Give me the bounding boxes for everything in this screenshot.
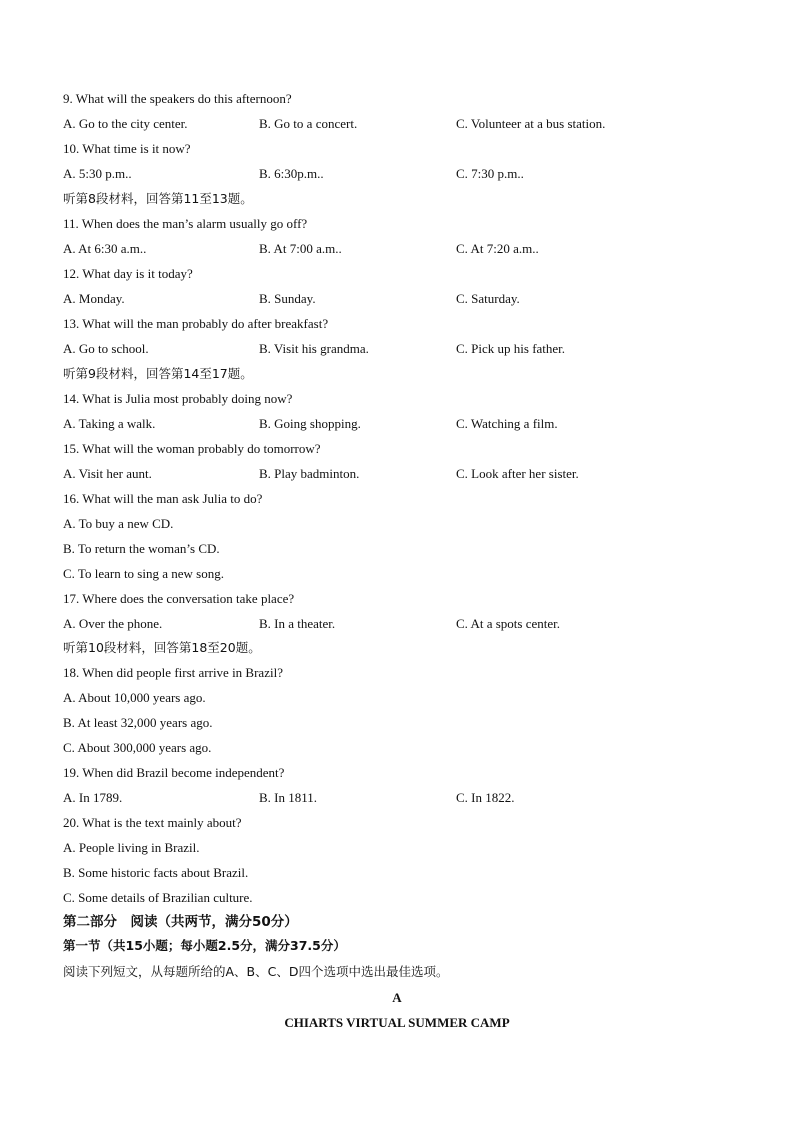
option-b: B. At 7:00 a.m.. (259, 241, 342, 256)
option-a: A. Over the phone. (63, 616, 163, 631)
option-a: A. Go to school. (63, 341, 149, 356)
option-b: B. Go to a concert. (259, 116, 358, 131)
options-19 (63, 788, 743, 808)
options-15 (63, 464, 743, 484)
question-12: 12. What day is it today? (63, 266, 193, 281)
section-heading-8: 听第8段材料，回答第11至13题。 (63, 191, 253, 206)
option-b: B. To return the woman’s CD. (63, 541, 220, 556)
option-c: C. Watching a film. (456, 416, 558, 431)
option-b: B. Play badminton. (259, 466, 360, 481)
option-b: B. 6:30p.m.. (259, 166, 324, 181)
options-11 (63, 239, 743, 259)
option-a: A. 5:30 p.m.. (63, 166, 132, 181)
options-9 (63, 114, 743, 134)
option-b: B. In a theater. (259, 616, 336, 631)
question-13: 13. What will the man probably do after breakfast? (63, 316, 329, 331)
option-c: C. 7:30 p.m.. (456, 166, 524, 181)
passage-letter: A (392, 990, 402, 1005)
option-c: C. Saturday. (456, 291, 520, 306)
question-16: 16. What will the man ask Julia to do? (63, 491, 263, 506)
question-9: 9. What will the speakers do this afternoon? (63, 91, 292, 106)
option-c: C. Pick up his father. (456, 341, 566, 356)
instruction-text: 阅读下列短文，从每题所给的A、B、C、D四个选项中选出最佳选项。 (63, 964, 449, 979)
options-10 (63, 164, 743, 184)
options-17 (63, 614, 743, 634)
option-c: C. Look after her sister. (456, 466, 579, 481)
option-a: A. Monday. (63, 291, 125, 306)
option-a: A. People living in Brazil. (63, 840, 200, 855)
question-10: 10. What time is it now? (63, 141, 191, 156)
question-15: 15. What will the woman probably do tomorrow? (63, 441, 321, 456)
question-20: 20. What is the text mainly about? (63, 815, 242, 830)
question-11: 11. When does the man’s alarm usually go off? (63, 216, 308, 231)
option-a: A. Go to the city center. (63, 116, 188, 131)
section-heading-10: 听第10段材料，回答第18至20题。 (63, 640, 261, 655)
option-c: C. About 300,000 years ago. (63, 740, 212, 755)
options-12 (63, 289, 743, 309)
question-14: 14. What is Julia most probably doing now? (63, 391, 293, 406)
option-b: B. Sunday. (259, 291, 316, 306)
question-18: 18. When did people first arrive in Brazil? (63, 665, 283, 680)
section-heading-9: 听第9段材料，回答第14至17题。 (63, 366, 253, 381)
option-c: C. In 1822. (456, 790, 515, 805)
option-a: A. At 6:30 a.m.. (63, 241, 147, 256)
question-17: 17. Where does the conversation take place? (63, 591, 295, 606)
question-19: 19. When did Brazil become independent? (63, 765, 285, 780)
option-c: C. To learn to sing a new song. (63, 566, 224, 581)
option-a: A. To buy a new CD. (63, 516, 174, 531)
option-c: C. At a spots center. (456, 616, 560, 631)
options-14 (63, 414, 743, 434)
option-b: B. Some historic facts about Brazil. (63, 865, 249, 880)
option-a: A. In 1789. (63, 790, 123, 805)
passage-title: CHIARTS VIRTUAL SUMMER CAMP (284, 1015, 510, 1030)
option-c: C. Some details of Brazilian culture. (63, 890, 253, 905)
option-a: A. Visit her aunt. (63, 466, 152, 481)
option-b: B. At least 32,000 years ago. (63, 715, 213, 730)
option-b: B. In 1811. (259, 790, 318, 805)
part-title: 第二部分 阅读（共两节，满分50分） (63, 914, 298, 930)
option-a: A. About 10,000 years ago. (63, 690, 206, 705)
option-b: B. Visit his grandma. (259, 341, 369, 356)
option-c: C. Volunteer at a bus station. (456, 116, 606, 131)
option-c: C. At 7:20 a.m.. (456, 241, 539, 256)
options-13 (63, 339, 743, 359)
section-subtitle: 第一节（共15小题；每小题2.5分，满分37.5分） (63, 938, 346, 953)
option-a: A. Taking a walk. (63, 416, 156, 431)
option-b: B. Going shopping. (259, 416, 361, 431)
